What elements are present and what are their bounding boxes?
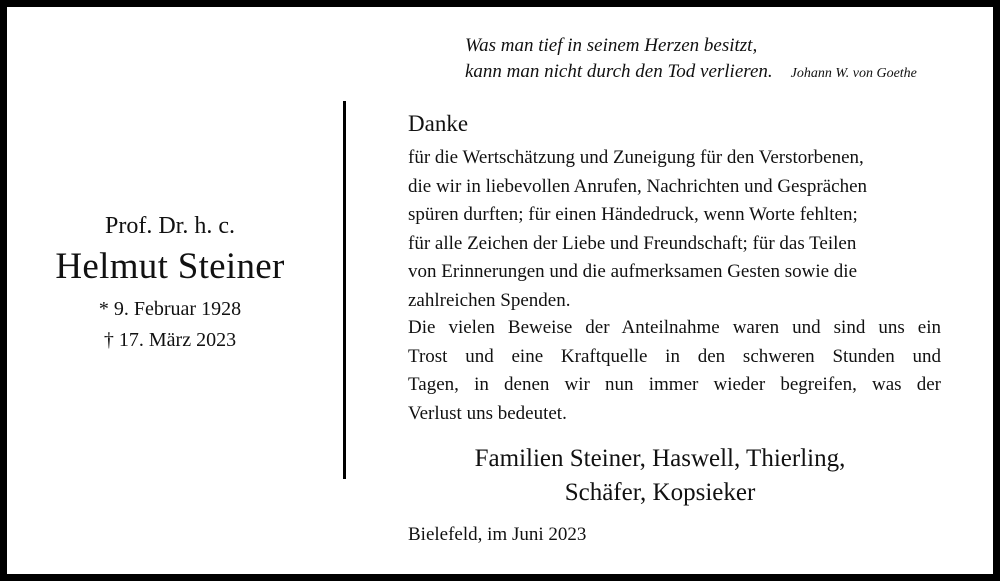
paragraph-2-line: Trost und eine Kraftquelle in den schweren Stunden und: [408, 345, 941, 367]
quote-author: Johann W. von Goethe: [790, 66, 917, 81]
quote-line-1: Was man tief in seinem Herzen besitzt,: [465, 35, 758, 56]
paragraph-2-line: Die vielen Beweise der Anteilnahme waren und sind uns ein: [408, 317, 941, 338]
deceased-title: Prof. Dr. h. c.: [105, 213, 235, 239]
paragraph-1-line: von Erinnerungen und die aufmerksamen Gesten sowie die: [408, 261, 858, 282]
paragraph-1-line: die wir in liebevollen Anrufen, Nachrichten und Gesprächen: [408, 175, 868, 197]
goethe-quote: [465, 33, 965, 87]
thanks-heading: Danke: [408, 111, 469, 136]
paragraph-1-line: für die Wertschätzung und Zuneigung für den Verstorbenen,: [408, 147, 864, 168]
paragraph-2-line: Tagen, in denen wir nun immer wieder begreifen, was der: [408, 374, 941, 395]
family-signatures: [400, 442, 920, 510]
paragraph-1-line: zahlreichen Spenden.: [408, 289, 571, 311]
quote-line-2-text: kann man nicht durch den Tod verlieren.: [465, 61, 773, 82]
paragraph-1-line: spüren durften; für einen Händedruck, wenn Worte fehlten;: [408, 204, 858, 225]
thanks-paragraph-2: [408, 314, 941, 428]
place-and-date: Bielefeld, im Juni 2023: [408, 524, 587, 545]
signers-line-1: Familien Steiner, Haswell, Thierling,: [474, 445, 846, 472]
vertical-divider: [343, 101, 346, 479]
birth-date: * 9. Februar 1928: [98, 298, 242, 320]
signers-line-2: Schäfer, Kopsieker: [564, 479, 756, 506]
deceased-name: Helmut Steiner: [55, 246, 285, 287]
paragraph-1-line: für alle Zeichen der Liebe und Freundschaft; für das Teilen: [408, 232, 857, 254]
quote-line-2: [465, 59, 965, 87]
death-date: † 17. März 2023: [103, 329, 237, 351]
paragraph-2-line: Verlust uns bedeutet.: [408, 402, 567, 424]
thanks-paragraph-1: [408, 144, 941, 315]
